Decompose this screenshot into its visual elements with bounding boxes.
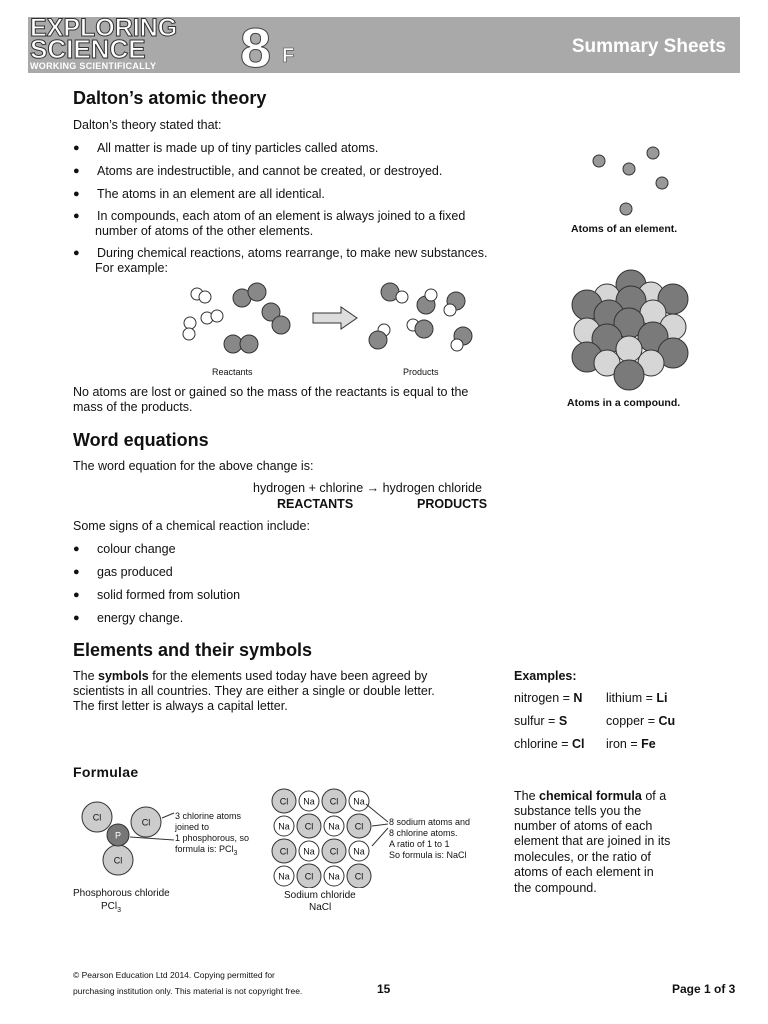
example-item: nitrogen = N — [514, 691, 583, 705]
copyright-line-1: © Pearson Education Ltd 2014. Copying permitted for — [73, 970, 275, 980]
bullet-text: During chemical reactions, atoms rearrange, to make new substances. — [97, 246, 488, 260]
example-item: copper = Cu — [606, 714, 676, 728]
sign-text: solid formed from solution — [97, 588, 241, 602]
atom-light — [184, 317, 196, 329]
formula-def-line: the compound. — [514, 881, 597, 895]
sign-text: energy change. — [97, 611, 184, 625]
atom-label-na: Na — [353, 846, 365, 857]
atom — [593, 155, 605, 167]
formulae-heading: Formulae — [73, 764, 139, 780]
atom-label-na: Na — [353, 796, 365, 807]
nacl-formula: NaCl — [309, 902, 332, 913]
pcl3-formula: PCl$_3$ — [101, 901, 122, 914]
atom-label-cl: Cl — [354, 821, 364, 832]
word-equations-intro: The word equation for the above change is: — [73, 459, 314, 473]
atom — [623, 163, 635, 175]
elements-para-line3: The first letter is always a capital letter. — [73, 699, 288, 713]
atom-label-na: Na — [278, 871, 290, 882]
pcl3-note — [175, 811, 249, 859]
elements-heading: Elements and their symbols — [73, 640, 313, 660]
reactants-label: Reactants — [212, 367, 253, 377]
note-line: 1 phosphorous, so — [175, 833, 250, 843]
atom-label-cl: Cl — [304, 821, 314, 832]
atom-light — [199, 291, 211, 303]
atom-dark — [369, 331, 387, 349]
atom-light — [444, 304, 456, 316]
atom-dark — [272, 316, 290, 334]
formula-def-line: substance tells you the — [514, 804, 642, 818]
atom-label-na: Na — [328, 871, 340, 882]
note-line: 8 sodium atoms and — [389, 817, 471, 827]
atom-label-cl: Cl — [279, 846, 289, 857]
header-banner — [28, 14, 740, 79]
atom-dark — [240, 335, 258, 353]
dalton-intro: Dalton’s theory stated that: — [73, 118, 222, 132]
bullet-text: Atoms are indestructible, and cannot be created, or destroyed. — [97, 164, 443, 178]
note-line: joined to — [175, 822, 210, 832]
example-item: sulfur = S — [514, 714, 568, 728]
word-equations-heading: Word equations — [73, 430, 209, 450]
atom-label-p: P — [114, 830, 122, 841]
atom-dark — [224, 335, 242, 353]
pcl3-name: Phosphorous chloride — [73, 888, 170, 899]
example-item: chlorine = Cl — [514, 737, 585, 751]
atom-label-cl: Cl — [279, 796, 289, 807]
atom-label-cl: Cl — [113, 855, 123, 866]
atom-light — [183, 328, 195, 340]
note-line: A ratio of 1 to 1 — [389, 839, 450, 849]
atom-light — [211, 310, 223, 322]
note-line: 8 chlorine atoms. — [389, 828, 458, 838]
reaction-diagram — [175, 280, 475, 380]
note-line: 3 chlorine atoms — [175, 811, 242, 821]
bullet-text: In compounds, each atom of an element is always joined to a fixed — [97, 209, 466, 223]
atom-label-na: Na — [303, 796, 315, 807]
atom-dark — [415, 320, 433, 338]
element-caption: Atoms of an element. — [571, 223, 678, 235]
atom-label-na: Na — [303, 846, 315, 857]
products-heading: PRODUCTS — [417, 497, 488, 511]
atom-label-cl: Cl — [354, 871, 364, 882]
elements-para-line2: scientists in all countries. They are either a single or double letter. — [73, 684, 435, 698]
logo-line-2: SCIENCE — [30, 34, 146, 64]
compound-caption: Atoms in a compound. — [567, 397, 681, 409]
nacl-pointer-lines — [360, 800, 392, 860]
text-bold: symbols — [98, 669, 149, 683]
formula-def-line: molecules, or the ratio of — [514, 850, 651, 864]
atom-light — [425, 289, 437, 301]
mass-text-2: mass of the products. — [73, 400, 193, 414]
bullet-text-cont: For example: — [95, 261, 168, 275]
atom-label-cl: Cl — [92, 812, 102, 823]
example-item: lithium = Li — [606, 691, 668, 705]
sign-text: colour change — [97, 542, 176, 556]
page-number: 15 — [377, 982, 391, 996]
nacl-name: Sodium chloride — [284, 890, 356, 901]
signs-intro: Some signs of a chemical reaction include: — [73, 519, 310, 533]
word-equation: hydrogen + chlorine → hydrogen chloride — [253, 481, 482, 495]
dalton-heading: Dalton’s atomic theory — [73, 88, 267, 108]
sign-text: gas produced — [97, 565, 173, 579]
note-line: formula is: PCl$_3$ — [175, 844, 238, 857]
formula-def-line1: The chemical formula of a — [514, 789, 667, 803]
element-atoms-diagram — [585, 140, 675, 220]
elements-para-line1 — [73, 669, 427, 684]
atom-label-cl: Cl — [329, 796, 339, 807]
logo-number: 8 — [240, 16, 272, 79]
mass-text-1: No atoms are lost or gained so the mass of the reactants is equal to the — [73, 385, 469, 399]
bullet-text-cont: number of atoms of the other elements. — [95, 224, 314, 238]
logo-letter: F — [282, 45, 295, 67]
bullet-text: The atoms in an element are all identical. — [97, 187, 325, 201]
reactants-heading: REACTANTS — [277, 497, 354, 511]
products-label: Products — [403, 367, 439, 377]
formula-def-line: number of atoms of each — [514, 819, 653, 833]
nacl-note — [389, 817, 470, 861]
atom-label-cl: Cl — [304, 871, 314, 882]
atom-label-cl: Cl — [329, 846, 339, 857]
note-line: So formula is: NaCl — [389, 850, 467, 860]
formula-def-line: element that are joined in its — [514, 834, 671, 848]
example-item: iron = Fe — [606, 737, 656, 751]
logo-line-3: WORKING SCIENTIFICALLY — [30, 61, 157, 71]
examples-heading: Examples: — [514, 669, 577, 683]
atom-label-cl: Cl — [141, 817, 151, 828]
compound-atoms-diagram — [565, 265, 695, 395]
atom-label-na: Na — [328, 821, 340, 832]
text: for the elements used today have been agreed by — [148, 669, 428, 683]
copyright-line-2: purchasing institution only. This material is not copyright free. — [73, 986, 303, 996]
header-title: Summary Sheets — [571, 36, 726, 57]
text: The — [73, 669, 99, 683]
bullet-text: All matter is made up of tiny particles called atoms. — [97, 141, 379, 155]
atom-label-na: Na — [278, 821, 290, 832]
reaction-arrow — [313, 307, 357, 329]
atom — [647, 147, 659, 159]
atom — [620, 203, 632, 215]
atom-light — [451, 339, 463, 351]
atom-dark — [248, 283, 266, 301]
atom — [656, 177, 668, 189]
formula-def-line: atoms of each element in — [514, 865, 654, 879]
logo-line-1: EXPLORING — [30, 14, 178, 42]
page-of: Page 1 of 3 — [672, 982, 736, 996]
atom-light — [396, 291, 408, 303]
